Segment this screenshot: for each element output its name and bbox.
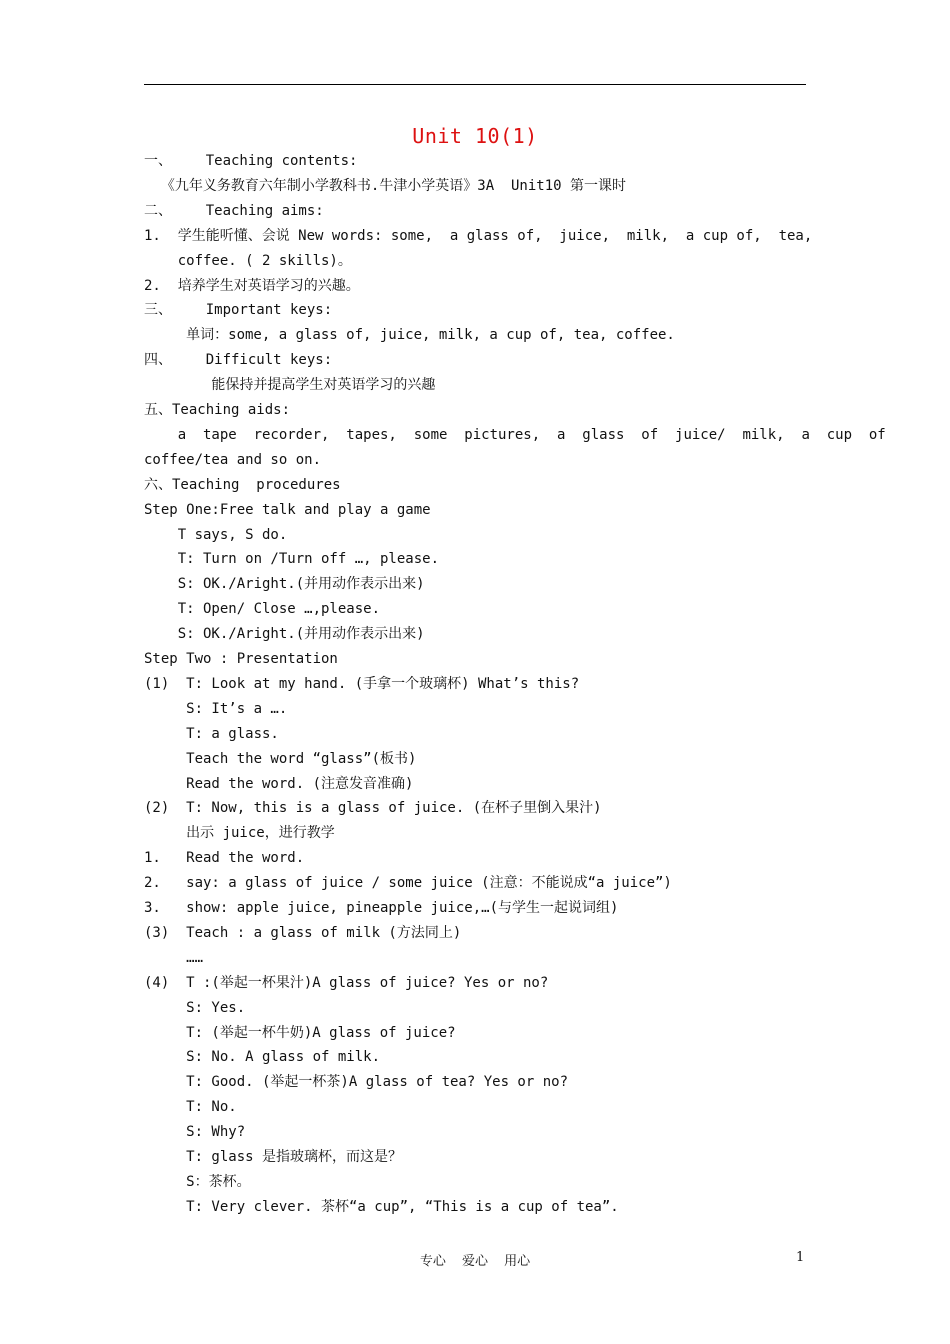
text-line: 1. 学生能听懂、会说 New words: some, a glass of, juice, milk, a cup of, tea, bbox=[144, 227, 813, 244]
footer-motto-1: 专心 bbox=[419, 1254, 446, 1269]
text-line: T: Turn on /Turn off …, please. bbox=[144, 551, 440, 568]
text-line: S: Why? bbox=[144, 1124, 246, 1141]
footer-motto-2: 爱心 bbox=[461, 1254, 488, 1269]
text-line: 单词：some, a glass of, juice, milk, a cup of, tea, coffee. bbox=[144, 327, 675, 344]
text-line: T: a glass. bbox=[144, 725, 279, 742]
text-line: a tape recorder, tapes, some pictures, a glass of juice/ milk, a cup of bbox=[144, 426, 886, 443]
footer-motto-3: 用心 bbox=[504, 1254, 531, 1269]
text-line: (3) Teach : a glass of milk (方法同上) bbox=[144, 924, 462, 941]
text-line: Step Two : Presentation bbox=[144, 651, 338, 667]
text-line: 2. say: a glass of juice / some juice (注意：不能说成“a juice”) bbox=[144, 875, 672, 892]
text-line: Step One:Free talk and play a game bbox=[144, 501, 431, 518]
text-line: S: OK./Aright.(并用动作表示出来) bbox=[144, 576, 425, 593]
text-line: 2. 培养学生对英语学习的兴趣。 bbox=[144, 277, 360, 294]
text-line: 3. show: apple juice, pineapple juice,…(与学生一起说词组) bbox=[144, 900, 619, 916]
text-line: Teach the word “glass”(板书) bbox=[144, 750, 417, 767]
text-line: T: Good. (举起一杯茶)A glass of tea? Yes or no? bbox=[144, 1074, 569, 1091]
text-line: (2) T: Now, this is a glass of juice. (在杯子里倒入果汁) bbox=[144, 800, 602, 817]
text-line: S: No. A glass of milk. bbox=[144, 1049, 381, 1066]
text-line: 能保持并提高学生对英语学习的兴趣 bbox=[144, 377, 436, 394]
text-line: T: No. bbox=[144, 1099, 237, 1116]
text-line: 一、 Teaching contents: bbox=[144, 153, 358, 169]
text-line: 五、Teaching aids: bbox=[144, 402, 291, 418]
text-line: T: glass 是指玻璃杯，而这是？ bbox=[144, 1149, 403, 1165]
document-title: Unit 10(1) bbox=[412, 124, 538, 148]
text-line: T: Open/ Close …,please. bbox=[144, 601, 381, 618]
text-line: S: Yes. bbox=[144, 999, 246, 1016]
text-line: Read the word. (注意发音准确) bbox=[144, 775, 414, 792]
text-line: 六、Teaching procedures bbox=[144, 476, 341, 493]
header-rule bbox=[144, 84, 806, 85]
page-footer bbox=[0, 1250, 950, 1269]
text-line: 二、 Teaching aims: bbox=[144, 202, 324, 219]
text-line: T: Very clever. 茶杯“a cup”, “This is a cup of tea”. bbox=[144, 1198, 619, 1215]
text-line: S：茶杯。 bbox=[144, 1173, 251, 1190]
text-line: S: OK./Aright.(并用动作表示出来) bbox=[144, 626, 425, 643]
text-line: 三、 Important keys: bbox=[144, 302, 333, 319]
text-line: (4) T :(举起一杯果汁)A glass of juice? Yes or no? bbox=[144, 974, 549, 991]
page-number: 1 bbox=[796, 1250, 805, 1265]
text-line: S: It’s a …. bbox=[144, 700, 288, 717]
text-line: T: (举起一杯牛奶)A glass of juice? bbox=[144, 1024, 456, 1041]
text-line: …… bbox=[144, 949, 204, 966]
text-line: 《九年义务教育六年制小学教科书.牛津小学英语》3A Unit10 第一课时 bbox=[144, 177, 627, 194]
text-line: 四、 Difficult keys: bbox=[144, 352, 333, 369]
text-line: (1) T: Look at my hand. (手拿一个玻璃杯) What’s this? bbox=[144, 675, 580, 692]
text-line: 出示 juice，进行教学 bbox=[144, 825, 335, 842]
text-line: T says, S do. bbox=[144, 526, 288, 543]
text-line: coffee. ( 2 skills)。 bbox=[144, 252, 352, 269]
text-line: 1. Read the word. bbox=[144, 850, 305, 867]
text-line: coffee/tea and so on. bbox=[144, 451, 322, 468]
